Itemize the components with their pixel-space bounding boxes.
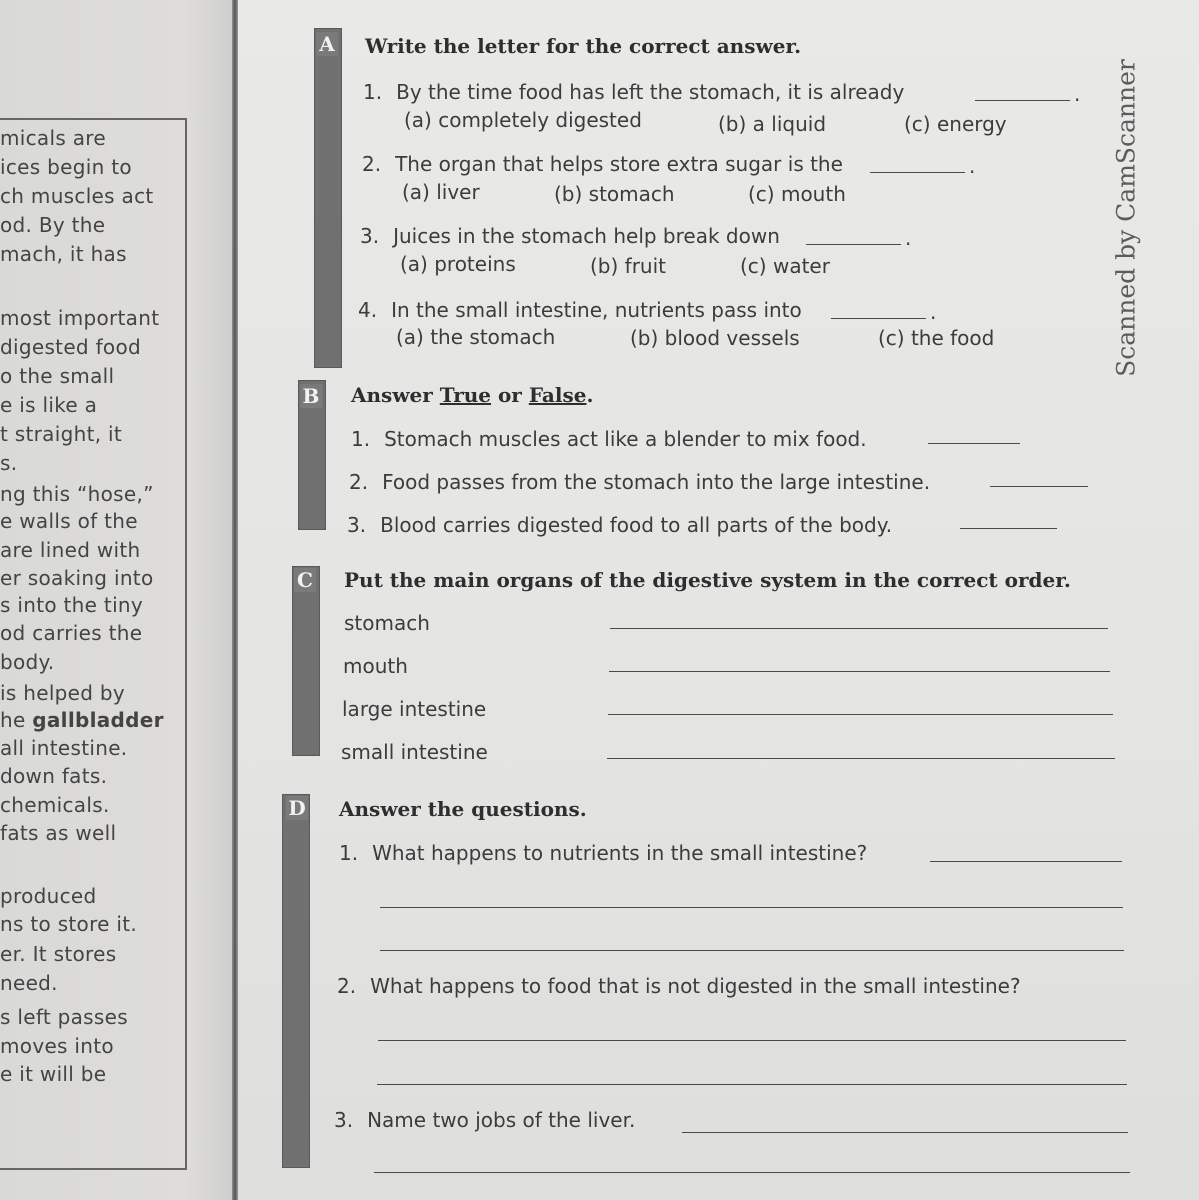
left-text-line: digested food bbox=[0, 335, 141, 359]
item-text: Food passes from the stomach into the large intestine. bbox=[382, 470, 931, 494]
left-text-line: er soaking into bbox=[0, 566, 154, 590]
section-a-badge: A bbox=[316, 32, 338, 56]
true-false-item bbox=[349, 470, 930, 494]
option-b: (b) stomach bbox=[554, 182, 675, 206]
section-d-badge: D bbox=[286, 796, 308, 820]
section-b-heading bbox=[351, 383, 593, 407]
answer-line[interactable] bbox=[682, 1132, 1128, 1133]
answer-line[interactable] bbox=[806, 244, 901, 245]
option-c: (c) the food bbox=[878, 326, 995, 350]
answer-line[interactable] bbox=[607, 758, 1115, 759]
left-text-line: micals are bbox=[0, 126, 106, 150]
organ-large-intestine: large intestine bbox=[342, 697, 487, 721]
left-text-line: produced bbox=[0, 884, 97, 908]
period-mark: . bbox=[905, 226, 912, 250]
organ-stomach: stomach bbox=[344, 611, 430, 635]
question-text: The organ that helps store extra sugar is the bbox=[395, 152, 843, 176]
answer-line[interactable] bbox=[928, 443, 1020, 444]
option-a: (a) proteins bbox=[400, 252, 516, 276]
left-text-line: o the small bbox=[0, 364, 115, 388]
option-a: (a) completely digested bbox=[404, 108, 642, 132]
left-text-line: er. It stores bbox=[0, 942, 117, 966]
question-text: What happens to nutrients in the small intestine? bbox=[372, 841, 868, 865]
period-mark: . bbox=[969, 154, 976, 178]
true-word: True bbox=[439, 383, 491, 407]
left-text-line: is helped by bbox=[0, 681, 126, 705]
question-number: 2. bbox=[362, 152, 382, 176]
worksheet-page bbox=[238, 0, 1199, 1200]
question-text: By the time food has left the stomach, it is already bbox=[396, 80, 905, 104]
left-text-line: need. bbox=[0, 971, 58, 995]
section-c-bar bbox=[292, 566, 320, 756]
item-text: Stomach muscles act like a blender to mix food. bbox=[384, 427, 867, 451]
left-page bbox=[0, 0, 232, 1200]
question-d1 bbox=[339, 841, 867, 865]
section-c-heading: Put the main organs of the digestive system in the correct order. bbox=[344, 568, 1071, 592]
left-text-line: s. bbox=[0, 451, 18, 475]
section-a-heading: Write the letter for the correct answer. bbox=[365, 34, 802, 58]
left-text-line: fats as well bbox=[0, 821, 117, 845]
left-text-line: are lined with bbox=[0, 538, 141, 562]
item-number: 3. bbox=[347, 513, 367, 537]
period-mark: . bbox=[930, 300, 937, 324]
answer-line[interactable] bbox=[374, 1172, 1130, 1173]
left-text-line: t straight, it bbox=[0, 422, 123, 446]
answer-line[interactable] bbox=[975, 100, 1070, 101]
option-b: (b) a liquid bbox=[718, 112, 827, 136]
left-text-line: e walls of the bbox=[0, 509, 138, 533]
answer-line[interactable] bbox=[831, 318, 926, 319]
left-text-line: e is like a bbox=[0, 393, 98, 417]
option-c: (c) mouth bbox=[748, 182, 846, 206]
option-c: (c) water bbox=[740, 254, 830, 278]
left-text-line: ns to store it. bbox=[0, 912, 138, 936]
left-text-line: ng this “hose,” bbox=[0, 482, 154, 506]
answer-line[interactable] bbox=[990, 486, 1088, 487]
question-a2 bbox=[362, 152, 843, 176]
question-d3 bbox=[334, 1108, 635, 1132]
left-text-line: od. By the bbox=[0, 213, 106, 237]
left-text-line: body. bbox=[0, 650, 55, 674]
left-text-fragment: he bbox=[0, 708, 33, 732]
question-text: In the small intestine, nutrients pass into bbox=[391, 298, 802, 322]
left-text-line bbox=[0, 708, 164, 732]
left-text-line: most important bbox=[0, 306, 160, 330]
camscanner-watermark: Scanned by CamScanner bbox=[1111, 59, 1141, 377]
answer-line[interactable] bbox=[960, 528, 1057, 529]
organ-small-intestine: small intestine bbox=[341, 740, 488, 764]
answer-line[interactable] bbox=[378, 1040, 1126, 1041]
answer-line[interactable] bbox=[930, 861, 1122, 862]
option-b: (b) fruit bbox=[590, 254, 666, 278]
left-text-line: ices begin to bbox=[0, 155, 132, 179]
question-text: Name two jobs of the liver. bbox=[367, 1108, 636, 1132]
section-a-bar bbox=[314, 28, 342, 368]
left-text-line: mach, it has bbox=[0, 242, 127, 266]
heading-text: Answer bbox=[351, 383, 440, 407]
question-a4 bbox=[358, 298, 802, 322]
option-c: (c) energy bbox=[904, 112, 1007, 136]
question-number: 4. bbox=[358, 298, 378, 322]
answer-line[interactable] bbox=[609, 671, 1110, 672]
question-number: 2. bbox=[337, 974, 357, 998]
left-text-line: e it will be bbox=[0, 1062, 107, 1086]
left-text-line: s into the tiny bbox=[0, 593, 144, 617]
gallbladder-term: gallbladder bbox=[32, 708, 164, 732]
section-b-badge: B bbox=[300, 384, 322, 408]
question-number: 3. bbox=[334, 1108, 354, 1132]
item-number: 2. bbox=[349, 470, 369, 494]
organ-mouth: mouth bbox=[343, 654, 408, 678]
false-word: False bbox=[528, 383, 587, 407]
true-false-item bbox=[347, 513, 892, 537]
answer-line[interactable] bbox=[380, 907, 1123, 908]
question-number: 3. bbox=[360, 224, 380, 248]
question-text: Juices in the stomach help break down bbox=[393, 224, 780, 248]
answer-line[interactable] bbox=[870, 172, 965, 173]
true-false-item bbox=[351, 427, 867, 451]
left-text-line: moves into bbox=[0, 1034, 114, 1058]
left-text-line: s left passes bbox=[0, 1005, 128, 1029]
answer-line[interactable] bbox=[380, 950, 1124, 951]
answer-line[interactable] bbox=[608, 714, 1113, 715]
answer-line[interactable] bbox=[610, 628, 1108, 629]
section-d-bar bbox=[282, 794, 310, 1168]
section-c-badge: C bbox=[294, 568, 316, 592]
question-text: What happens to food that is not digested in the small intestine? bbox=[370, 974, 1021, 998]
item-number: 1. bbox=[351, 427, 371, 451]
left-text-line: all intestine. bbox=[0, 736, 128, 760]
question-a3 bbox=[360, 224, 780, 248]
heading-text: or bbox=[491, 383, 529, 407]
answer-line[interactable] bbox=[377, 1084, 1127, 1085]
question-d2 bbox=[337, 974, 1021, 998]
section-d-heading: Answer the questions. bbox=[339, 797, 587, 821]
option-b: (b) blood vessels bbox=[630, 326, 800, 350]
left-text-line: ch muscles act bbox=[0, 184, 154, 208]
option-a: (a) the stomach bbox=[396, 325, 556, 349]
heading-text: . bbox=[586, 383, 594, 407]
question-number: 1. bbox=[363, 80, 383, 104]
question-number: 1. bbox=[339, 841, 359, 865]
left-text-line: chemicals. bbox=[0, 793, 110, 817]
period-mark: . bbox=[1074, 82, 1081, 106]
left-text-line: od carries the bbox=[0, 621, 143, 645]
item-text: Blood carries digested food to all parts of the body. bbox=[380, 513, 893, 537]
question-a1 bbox=[363, 80, 904, 104]
left-text-line: down fats. bbox=[0, 764, 108, 788]
option-a: (a) liver bbox=[402, 180, 480, 204]
